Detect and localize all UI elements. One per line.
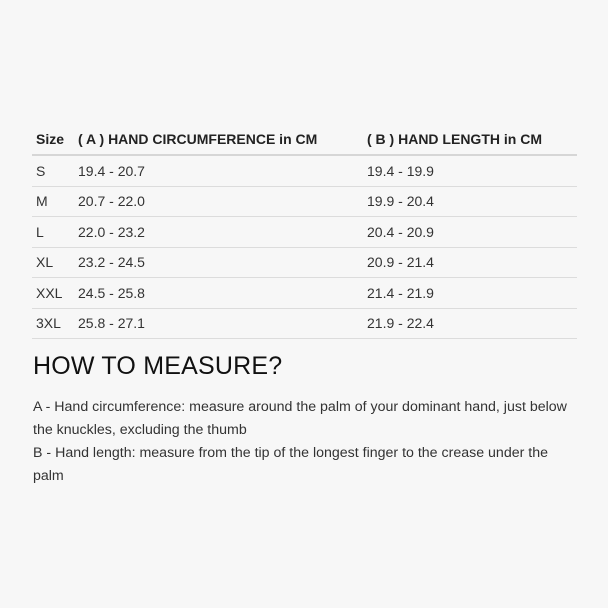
size-cell: L	[32, 217, 74, 248]
size-cell: S	[32, 155, 74, 186]
table-row	[32, 155, 577, 186]
table-row	[32, 308, 577, 339]
circumference-cell: 22.0 - 23.2	[74, 217, 363, 248]
size-cell: XXL	[32, 278, 74, 309]
measurement-instructions	[33, 396, 578, 488]
size-cell: M	[32, 186, 74, 217]
size-cell: 3XL	[32, 308, 74, 339]
length-cell: 20.9 - 21.4	[363, 247, 577, 278]
header-size: Size	[32, 124, 74, 155]
how-to-measure-title: HOW TO MEASURE?	[33, 352, 283, 380]
table-row	[32, 217, 577, 248]
table-row	[32, 247, 577, 278]
circumference-cell: 20.7 - 22.0	[74, 186, 363, 217]
circumference-cell: 23.2 - 24.5	[74, 247, 363, 278]
table-row	[32, 278, 577, 309]
circumference-cell: 19.4 - 20.7	[74, 155, 363, 186]
table-header-row	[32, 124, 577, 155]
size-cell: XL	[32, 247, 74, 278]
length-cell: 21.9 - 22.4	[363, 308, 577, 339]
header-hand-circumference: ( A ) HAND CIRCUMFERENCE in CM	[74, 124, 363, 155]
circumference-cell: 24.5 - 25.8	[74, 278, 363, 309]
header-hand-length: ( B ) HAND LENGTH in CM	[363, 124, 577, 155]
length-cell: 19.9 - 20.4	[363, 186, 577, 217]
size-chart-table	[32, 124, 577, 339]
length-cell: 20.4 - 20.9	[363, 217, 577, 248]
instruction-hand-circumference: A - Hand circumference: measure around the palm of your dominant hand, just below the knuckles, excluding the thumb	[33, 399, 567, 438]
table-row	[32, 186, 577, 217]
circumference-cell: 25.8 - 27.1	[74, 308, 363, 339]
length-cell: 21.4 - 21.9	[363, 278, 577, 309]
length-cell: 19.4 - 19.9	[363, 155, 577, 186]
instruction-hand-length: B - Hand length: measure from the tip of the longest finger to the crease under the palm	[33, 445, 548, 484]
